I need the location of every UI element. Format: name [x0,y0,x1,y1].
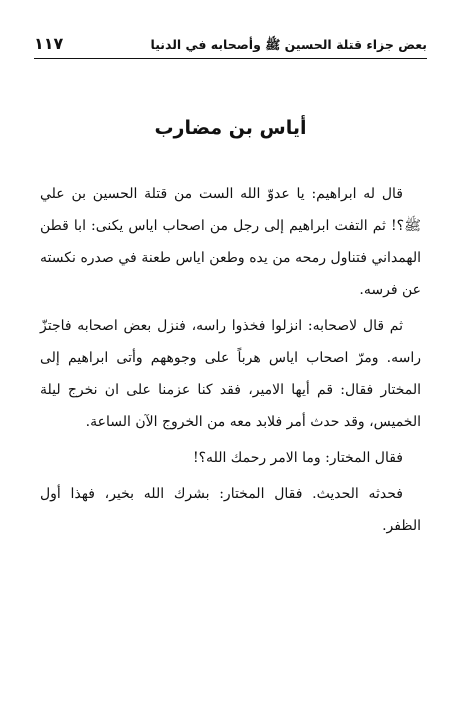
body-text [40,178,421,546]
paragraph-4: فحدثه الحديث. فقال المختار: بشرك الله بخير، فهذا أول الظفر. [40,486,421,534]
running-title: بعض جزاء قتلة الحسين ﷺ وأصحابه في الدنيا [150,36,427,52]
page-header [34,30,427,56]
header-divider [34,58,427,59]
paragraph-2: ثم قال لاصحابه: انزلوا فخذوا راسه، فنزل بعض اصحابه فاجتزّ راسه. ومرّ اصحاب اياس هرباً على وجوههم وأتى ابراهيم إلى المختار فقال: قم أيها الامير، فقد كنا عزمنا على ان نخرج ليلة الخميس، وقد حدث أمر فلابد معه من الخروج الآن الساعة. [40,318,421,430]
page-number: ١١٧ [34,34,64,53]
paragraph-3: فقال المختار: وما الامر رحمك الله؟! [193,450,403,466]
section-heading: أياس بن مضارب [154,117,307,139]
paragraph-1: قال له ابراهيم: يا عدوّ الله الست من قتلة الحسين بن علي ﷺ؟! ثم التفت ابراهيم إلى رجل من اصحاب اياس يكنى: ابا قطن الهمداني فتناول رمحه من يده وطعن اياس طعنة في صدره نكسته عن فرسه. [40,186,421,298]
